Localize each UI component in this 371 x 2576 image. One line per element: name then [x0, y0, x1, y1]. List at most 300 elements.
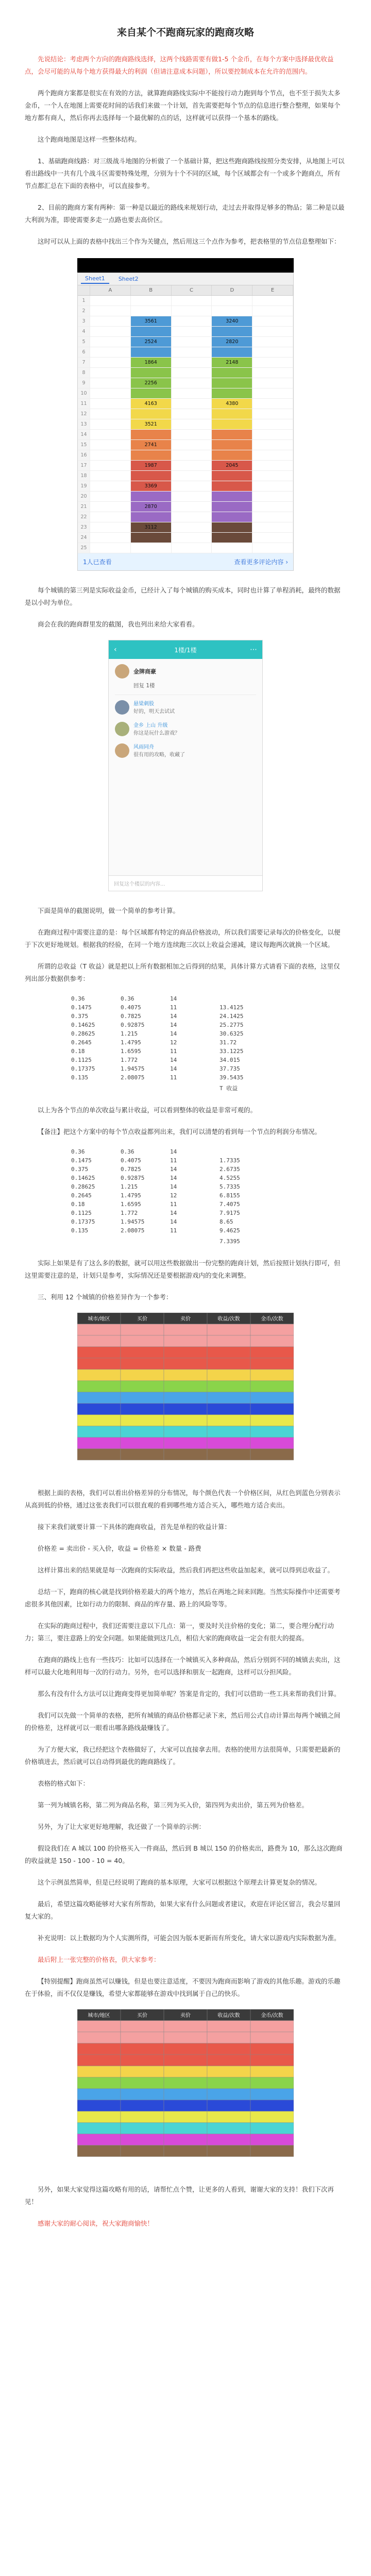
table-cell: [250, 1369, 294, 1381]
sheet-cell[interactable]: [212, 378, 252, 388]
sheet-cell[interactable]: [172, 481, 212, 491]
sheet-cell[interactable]: [212, 533, 252, 543]
tab-sheet1[interactable]: Sheet1: [81, 274, 109, 284]
table-cell: [121, 2134, 164, 2145]
sheet-cell[interactable]: [252, 327, 293, 336]
table-cell: [250, 1335, 294, 1347]
sheet-cell[interactable]: [172, 388, 212, 398]
sheet-row: [78, 471, 293, 481]
sheet-cell[interactable]: [212, 306, 252, 316]
paragraph: 在跑商的路线上也有一些技巧：比如可以选择在一个城镇买入多种商品，然后分别到不同的城镇去卖出，这样可以最大化地利用每一次的行动力。另外，也可以选择和朋友一起跑商，这样可以分担风险。: [25, 1656, 341, 1676]
sheet-cell[interactable]: [252, 450, 293, 460]
table-cell: [164, 1415, 207, 1426]
sheet-row: [78, 450, 293, 461]
table-cell: [250, 2134, 294, 2145]
number-cell: 0.14625: [71, 1022, 95, 1028]
number-cell: 1.4795: [121, 1192, 141, 1199]
sheet-cell[interactable]: [131, 409, 172, 419]
sheet-cell[interactable]: [252, 461, 293, 470]
sheet-cell[interactable]: [212, 296, 252, 306]
sheet-cell[interactable]: [252, 409, 293, 419]
sheet-cell[interactable]: [90, 337, 131, 347]
sheet-cell[interactable]: 2741: [131, 440, 172, 450]
number-cell: 1.94575: [121, 1065, 145, 1072]
sheet-cell[interactable]: [90, 471, 131, 481]
sheet-cell[interactable]: [131, 512, 172, 522]
number-row: [71, 1182, 346, 1191]
sheet-cell[interactable]: 4380: [212, 399, 252, 409]
sheet-cell[interactable]: [90, 316, 131, 326]
column-header: D: [212, 285, 252, 295]
sheet-cell[interactable]: [172, 378, 212, 388]
sheet-cell[interactable]: 4163: [131, 399, 172, 409]
sheet-cell[interactable]: [212, 492, 252, 501]
reply-content: 你这是玩什么游戏？: [133, 731, 180, 736]
reply-author[interactable]: 悬梁刺股: [133, 701, 154, 707]
table-cell: [121, 1369, 164, 1381]
number-cell: 14: [170, 1183, 177, 1190]
number-cell: 7.9175: [220, 1210, 240, 1216]
table-cell: [207, 1415, 250, 1426]
table-cell: [164, 1324, 207, 1335]
number-cell: 14: [170, 1166, 177, 1173]
number-cell: 1.7335: [220, 1157, 240, 1164]
column-header: A: [90, 285, 131, 295]
table-cell: [250, 2123, 294, 2134]
sheet-cell[interactable]: [172, 522, 212, 532]
sheet-cell[interactable]: 2870: [131, 502, 172, 512]
sheet-cell[interactable]: [252, 481, 293, 491]
table-cell: [77, 2089, 121, 2100]
sheet-cell[interactable]: [212, 543, 252, 553]
sheet-cell[interactable]: [252, 306, 293, 316]
table-cell: [77, 1449, 121, 1460]
sheet-cell[interactable]: [131, 492, 172, 501]
sheet-cell[interactable]: 3561: [131, 316, 172, 326]
table-cell: [77, 1369, 121, 1381]
table-cell: [207, 1358, 250, 1369]
sheet-cell[interactable]: [172, 347, 212, 357]
table-cell: [121, 2032, 164, 2043]
paragraph: 每个城镇的第三列是实际收益金币，已经计入了每个城镇的购买成本，同时也计算了单程消耗，最终的数据是以小时为单位。: [25, 586, 341, 606]
sheet-cell[interactable]: [90, 461, 131, 470]
sheet-cell[interactable]: [212, 440, 252, 450]
sheet-cell[interactable]: 1987: [131, 461, 172, 470]
number-cell: 1.772: [121, 1210, 138, 1216]
paragraph: 总结一下，跑商的核心就是找到价格差最大的两个地方，然后在两地之间来回跑。当然实际操作中还需要考虑很多其他因素，比如行动力的限制、商品的库存量、路上的风险等等。: [25, 1588, 341, 1608]
view-count: 1人已查看: [83, 558, 112, 566]
sheet-cell[interactable]: 1864: [131, 358, 172, 367]
table-cell: [121, 1335, 164, 1347]
sheet-cell[interactable]: [212, 388, 252, 398]
table-cell: [77, 2134, 121, 2145]
sheet-cell[interactable]: [131, 306, 172, 316]
sheet-cell[interactable]: [90, 450, 131, 460]
sheet-cell[interactable]: [212, 368, 252, 378]
table-cell: [164, 1335, 207, 1347]
table-cell: [250, 1437, 294, 1449]
sheet-cell[interactable]: [212, 430, 252, 439]
sheet-cell[interactable]: [90, 347, 131, 357]
header-cell: 收益/次数: [217, 2013, 240, 2019]
sheet-cell[interactable]: [212, 471, 252, 481]
chat-body: [109, 659, 262, 875]
number-cell: 6.8155: [220, 1192, 240, 1199]
number-cell: 0.36: [121, 1148, 134, 1155]
table-cell: [77, 2021, 121, 2032]
sheet-cell[interactable]: [90, 409, 131, 419]
sheet-cell[interactable]: [172, 316, 212, 326]
avatar: [115, 722, 129, 736]
sheet-cell[interactable]: 2256: [131, 378, 172, 388]
paragraph: 表格的格式如下：: [38, 1780, 90, 1787]
number-cell: 0.375: [71, 1166, 89, 1173]
paragraph: 下面是简单的截图说明，做一个简单的参考计算。: [38, 907, 180, 914]
sheet-row: [78, 481, 293, 492]
sheet-cell[interactable]: [172, 450, 212, 460]
row-number: 11: [78, 399, 90, 409]
paragraph: 所谓的总收益（T 收益）就是把以上所有数据相加之后得到的结果，具体计算方式请看下面的表格，这里仅列出部分数据供参考：: [25, 962, 340, 982]
sheet-cell[interactable]: [172, 471, 212, 481]
sheet-row: [78, 378, 293, 388]
paragraph: 假设我们在 A 城以 100 的价格买入一件商品，然后到 B 城以 150 的价格卖出，路费为 10，那么这次跑商的收益就是 150 - 100 - 10 = 40。: [25, 1844, 343, 1865]
sheet-cell[interactable]: [252, 492, 293, 501]
table-cell: [164, 2111, 207, 2123]
number-cell: 5.7335: [220, 1183, 240, 1190]
table-cell: [164, 2043, 207, 2055]
table-cell: [77, 2111, 121, 2123]
number-row: [71, 1003, 346, 1012]
sheet-cell[interactable]: [212, 327, 252, 336]
row-number: 20: [78, 492, 90, 501]
number-row: [71, 1047, 346, 1056]
table-cell: [207, 1426, 250, 1437]
row-number: 4: [78, 327, 90, 336]
sheet-cell[interactable]: [212, 450, 252, 460]
table-cell: [164, 1426, 207, 1437]
sheet-cell[interactable]: 2148: [212, 358, 252, 367]
sheet-row: [78, 347, 293, 358]
number-cell: 7.4075: [220, 1201, 240, 1208]
back-icon[interactable]: ‹: [114, 646, 117, 654]
table-cell: [250, 2032, 294, 2043]
table-cell: [250, 2055, 294, 2066]
sheet-cell[interactable]: [212, 512, 252, 522]
sheet-cell[interactable]: [172, 409, 212, 419]
number-cell: 0.18: [71, 1048, 85, 1055]
sheet-cell[interactable]: [252, 347, 293, 357]
number-cell: 14: [170, 1057, 177, 1063]
sheet-cell[interactable]: [212, 419, 252, 429]
sheet-row: [78, 522, 293, 533]
sheet-cell[interactable]: [252, 399, 293, 409]
sheet-cell[interactable]: [252, 533, 293, 543]
table-cell: [250, 1347, 294, 1358]
table-cell: [207, 1437, 250, 1449]
table-cell: [121, 2100, 164, 2111]
paragraph: 在跑商过程中需要注意的是：每个区域都有特定的商品价格波动，所以我们需要记录每次的价格变化，以便于下次更好地规划。根据我的经验，在同一个地方连续跑三次以上收益会递减，建议每跑两次就换一个区域。: [25, 928, 341, 948]
sheet-cell[interactable]: [90, 306, 131, 316]
number-cell: 14: [170, 1065, 177, 1072]
sheet-cell[interactable]: 3521: [131, 419, 172, 429]
number-cell: 11: [170, 1004, 177, 1011]
reply-text: [133, 700, 175, 716]
table-cell: [250, 1392, 294, 1403]
number-cell: 0.4075: [121, 1004, 141, 1011]
number-cell: 11: [170, 1048, 177, 1055]
sheet-cell[interactable]: [90, 522, 131, 532]
sheet-cell[interactable]: 2820: [212, 337, 252, 347]
row-number: 1: [78, 296, 90, 306]
paragraph: 【备注】把这个方案中的每个节点收益都列出来，我们可以清楚的看到每一个节点的利润分布情况。: [38, 1128, 322, 1136]
number-row: [71, 1200, 346, 1209]
sheet-cell[interactable]: [90, 419, 131, 429]
number-cell: 0.92875: [121, 1022, 145, 1028]
sheet-cell[interactable]: [252, 512, 293, 522]
number-row: [71, 1226, 346, 1235]
reply-text: [133, 722, 180, 737]
table-cell: [77, 2145, 121, 2157]
sheet-cell[interactable]: [252, 337, 293, 347]
sheet-row: [78, 502, 293, 512]
table-cell: [77, 1415, 121, 1426]
sheet-cell[interactable]: [90, 378, 131, 388]
chat-screenshot: [108, 640, 263, 891]
table-cell: [121, 2123, 164, 2134]
table-cell: [207, 2021, 250, 2032]
table-cell: [77, 1347, 121, 1358]
sheet-cell[interactable]: [90, 388, 131, 398]
sheet-cell[interactable]: [212, 409, 252, 419]
paragraph: 另外，如果大家觉得这篇攻略有用的话，请帮忙点个赞，让更多的人看到，谢谢大家的支持！我们下次再见！: [25, 2185, 334, 2206]
table-cell: [207, 1324, 250, 1335]
table-cell: [77, 1324, 121, 1335]
number-cell: 11: [170, 1227, 177, 1234]
row-number: 5: [78, 337, 90, 347]
sheet-cell[interactable]: [172, 440, 212, 450]
sheet-cell[interactable]: [90, 368, 131, 378]
sheet-footer: [78, 553, 293, 570]
more-icon[interactable]: ⋯: [250, 646, 257, 654]
sheet-cell[interactable]: [172, 337, 212, 347]
number-table: [71, 994, 346, 1093]
table-cell: [121, 1392, 164, 1403]
number-cell: 14: [170, 1030, 177, 1037]
paragraph: 以上为各个节点的单次收益与累计收益，可以看到整体的收益是非常可观的。: [38, 1106, 257, 1114]
number-row: [71, 1073, 346, 1082]
table-cell: [77, 2077, 121, 2089]
reply-input[interactable]: 回复这个楼层的内容...: [109, 875, 262, 891]
sheet-cell[interactable]: [172, 306, 212, 316]
header-cell: 卖价: [180, 1316, 191, 1322]
row-number: 16: [78, 450, 90, 460]
sheet-cell[interactable]: [172, 533, 212, 543]
sheet-cell[interactable]: [172, 502, 212, 512]
number-cell: 0.28625: [71, 1030, 95, 1037]
row-number: 21: [78, 502, 90, 512]
sheet-cell[interactable]: [90, 512, 131, 522]
table-cell: [207, 2032, 250, 2043]
number-cell: 12: [170, 1039, 177, 1046]
table-cell: [164, 2077, 207, 2089]
table-cell: [250, 2066, 294, 2077]
table-cell: [250, 1324, 294, 1335]
sheet-column-headers: [78, 285, 293, 296]
number-row: [71, 1209, 346, 1217]
sheet-cell[interactable]: 2045: [212, 461, 252, 470]
sheet-cell[interactable]: [90, 481, 131, 491]
table-cell: [77, 1403, 121, 1415]
table-cell: [77, 1358, 121, 1369]
sheet-cell[interactable]: [172, 358, 212, 367]
sheet-cell[interactable]: [252, 543, 293, 553]
tab-sheet2[interactable]: Sheet2: [118, 276, 139, 282]
sheet-cell[interactable]: [131, 430, 172, 439]
table-cell: [164, 1347, 207, 1358]
sheet-cell[interactable]: 3240: [212, 316, 252, 326]
table-cell: [164, 2123, 207, 2134]
table-cell: [164, 2055, 207, 2066]
table-cell: [164, 2145, 207, 2157]
header-cell: 卖价: [180, 2013, 191, 2019]
paragraph: 先说结论：考虑两个方向的跑商路线选择，这两个线路需要有做1-5 个金币，在每个方案中选择最优收益点，会尽可能的从每个地方获得最大的利润（但请注意成本问题），所以要控制成本在允许的范围内。: [25, 55, 334, 75]
sheet-cell[interactable]: [172, 430, 212, 439]
number-row: [71, 1165, 346, 1174]
header-cell: 城市/地区: [88, 1316, 110, 1322]
number-total: 7.3395: [220, 1238, 240, 1245]
sheet-row: [78, 358, 293, 368]
sheet-row: [78, 409, 293, 419]
row-number: 17: [78, 461, 90, 470]
table-cell: [164, 1392, 207, 1403]
sheet-cell[interactable]: [252, 368, 293, 378]
sheet-cell[interactable]: [131, 450, 172, 460]
number-cell: 1.215: [121, 1183, 138, 1190]
row-number: 15: [78, 440, 90, 450]
sheet-cell[interactable]: 3112: [131, 522, 172, 532]
sheet-cell[interactable]: [172, 327, 212, 336]
number-row: [71, 994, 346, 1003]
reply-author[interactable]: 金乡 上山 升级: [133, 723, 168, 728]
sheet-cell[interactable]: 2524: [131, 337, 172, 347]
sheet-cell[interactable]: [252, 358, 293, 367]
sheet-cell[interactable]: [252, 522, 293, 532]
sheet-cell[interactable]: [131, 543, 172, 553]
post-owner: [115, 664, 256, 679]
table-cell: [164, 1358, 207, 1369]
paragraph: 补充说明：以上数据均为个人实测所得，可能会因为版本更新而有所变化，请大家以游戏内实际数据为准。: [38, 1934, 341, 1942]
sheet-row: [78, 461, 293, 471]
sheet-cell[interactable]: [131, 327, 172, 336]
number-total: T 收益: [220, 1085, 238, 1092]
sheet-cell[interactable]: [131, 347, 172, 357]
sheet-cell[interactable]: [252, 430, 293, 439]
sheet-cell[interactable]: [172, 296, 212, 306]
header-cell: 城市/地区: [88, 2013, 110, 2019]
sheet-row: [78, 388, 293, 399]
table-cell: [121, 1324, 164, 1335]
sheet-cell[interactable]: [131, 296, 172, 306]
table-cell: [77, 2123, 121, 2134]
sheet-cell[interactable]: [252, 419, 293, 429]
sheet-row: [78, 316, 293, 327]
sheet-cell[interactable]: [252, 378, 293, 388]
sheet-cell[interactable]: [212, 347, 252, 357]
table-cell: [164, 1403, 207, 1415]
sheet-cell[interactable]: [172, 368, 212, 378]
sheet-cell[interactable]: [252, 471, 293, 481]
sheet-cell[interactable]: [252, 388, 293, 398]
sheet-cell[interactable]: [90, 502, 131, 512]
avatar: [115, 664, 129, 679]
sheet-cell[interactable]: [90, 430, 131, 439]
table-cell: [250, 1415, 294, 1426]
sheet-cell[interactable]: [90, 399, 131, 409]
sheet-row: [78, 337, 293, 347]
sheet-cell[interactable]: [172, 543, 212, 553]
table-cell: [164, 1381, 207, 1392]
table-cell: [250, 1403, 294, 1415]
more-comments-link[interactable]: 查看更多评论内容 ›: [234, 558, 288, 566]
table-cell: [164, 2066, 207, 2077]
sheet-cell[interactable]: [172, 512, 212, 522]
sheet-cell[interactable]: [252, 296, 293, 306]
table-cell: [164, 1369, 207, 1381]
sheet-cell[interactable]: [90, 440, 131, 450]
sheet-cell[interactable]: [131, 533, 172, 543]
corner-cell: [78, 285, 90, 295]
sheet-cell[interactable]: [131, 388, 172, 398]
table-cell: [207, 1449, 250, 1460]
paragraph: 实际上如果是有了这么多的数据，就可以用这些数据做出一份完整的跑商计划，然后按照计划执行即可，但这里需要注意的是，计划只是参考，实际情况还是要根据游戏内的变化来调整。: [25, 1259, 341, 1279]
sheet-cell[interactable]: [90, 533, 131, 543]
number-cell: 11: [170, 1074, 177, 1081]
sheet-cell[interactable]: [172, 399, 212, 409]
sheet-cell[interactable]: [172, 461, 212, 470]
sheet-cell[interactable]: [252, 440, 293, 450]
sheet-cell[interactable]: [131, 471, 172, 481]
table-cell: [77, 2043, 121, 2055]
table-cell: [121, 2145, 164, 2157]
sheet-cell[interactable]: [90, 358, 131, 367]
sheet-cell[interactable]: [90, 492, 131, 501]
sheet-cell[interactable]: [90, 327, 131, 336]
sheet-cell[interactable]: [172, 492, 212, 501]
sheet-cell[interactable]: [212, 522, 252, 532]
table-cell: [250, 1449, 294, 1460]
sheet-cell[interactable]: [90, 296, 131, 306]
owner-name: 金牌商豪: [133, 668, 156, 675]
paragraph: 两个跑商方案都是很实在有效的方法，就算跑商路线实际中不能按行动力跑到每个节点，也不至于损失太多金币，一个人在地图上需要花时间的话我们来做一个计划，首先需要把每个节点的信息进行整合整理，如果每个地方都有商人，然后你再去选择每一个最优解的点的话，这样就可以获得一个基本的路线。: [25, 89, 341, 122]
sheet-cell[interactable]: [252, 502, 293, 512]
sheet-cell[interactable]: [252, 316, 293, 326]
sheet-cell[interactable]: [131, 368, 172, 378]
sheet-row: [78, 440, 293, 450]
sheet-cell[interactable]: [212, 502, 252, 512]
sheet-tabs: [78, 273, 293, 285]
sheet-cell[interactable]: [172, 419, 212, 429]
sheet-cell[interactable]: [212, 481, 252, 491]
table-cell: [250, 1358, 294, 1369]
sheet-cell[interactable]: 3369: [131, 481, 172, 491]
reply-author[interactable]: 风雨同舟: [133, 744, 154, 750]
sheet-row: [78, 533, 293, 543]
number-cell: 2.08075: [121, 1227, 145, 1234]
number-row: [71, 1012, 346, 1021]
table-cell: [164, 2021, 207, 2032]
number-cell: 0.2645: [71, 1039, 92, 1046]
sheet-cell[interactable]: [90, 543, 131, 553]
